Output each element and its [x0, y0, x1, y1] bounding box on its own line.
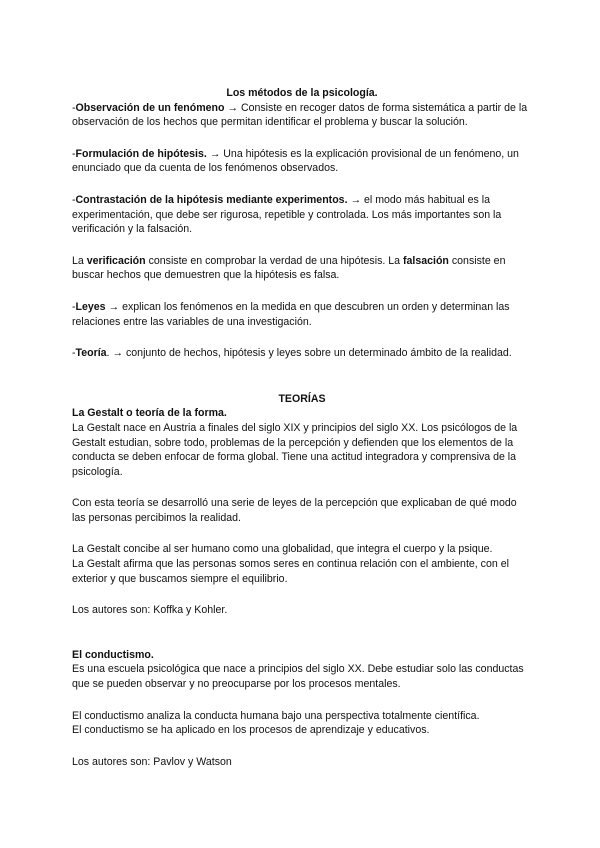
method-text: explican los fenómenos en la medida en que descubren un orden y determinan las relaciones entre las variables de una investigación. [72, 300, 510, 328]
conductismo-paragraph-2b: El conductismo se ha aplicado en los procesos de aprendizaje y educativos. [72, 724, 430, 737]
section-heading: El conductismo. [72, 648, 154, 661]
page-title: Los métodos de la psicología. [226, 87, 378, 99]
arrow: → [206, 147, 224, 160]
section-heading: La Gestalt o teoría de la forma. [72, 407, 227, 420]
method-observacion [72, 101, 532, 130]
dash: - [72, 347, 76, 360]
method-formulacion [72, 147, 532, 176]
document-body [72, 86, 532, 769]
term-teoria: Teoría [75, 347, 107, 360]
conductismo-paragraph-2a: El conductismo analiza la conducta humana bajo una perspectiva totalmente científica. [72, 709, 480, 722]
gestalt-heading [72, 406, 532, 421]
arrow: → [347, 193, 364, 206]
dash: - [72, 300, 76, 313]
method-text: el modo más habitual es la experimentación, que debe ser rigurosa, repetible y controlada. Los más importantes son la verificación y la falsación. [72, 193, 502, 236]
conductismo-autores: Los autores son: Pavlov y Watson [72, 755, 232, 768]
conductismo-paragraph-1: Es una escuela psicológica que nace a principios del siglo XX. Debe estudiar solo las conductas que se pueden observar y no preocuparse por los procesos mentales. [72, 663, 524, 691]
dash: - [72, 147, 76, 160]
method-teoria [72, 346, 532, 361]
text: consiste en buscar hechos que demuestren que la hipótesis es falsa. [72, 254, 506, 282]
term-formulacion: Formulación de hipótesis. [75, 147, 207, 160]
term-falsacion: falsación [402, 254, 449, 267]
method-text: Consiste en recoger datos de forma sistemática a partir de la observación de los hechos que permitan identificar el problema y buscar la solución. [72, 101, 528, 129]
conductismo-heading [72, 648, 532, 663]
gestalt-autores: Los autores son: Koffka y Kohler. [72, 604, 228, 617]
dash: - [72, 101, 76, 114]
method-text: conjunto de hechos, hipótesis y leyes sobre un determinado ámbito de la realidad. [125, 347, 512, 360]
gestalt-paragraph-3a: La Gestalt concibe al ser humano como una globalidad, que integra el cuerpo y la psique. [72, 543, 493, 556]
arrow: . → [106, 347, 126, 360]
teorias-heading: TEORÍAS [278, 392, 326, 405]
arrow: → [224, 101, 241, 114]
gestalt-paragraph-1: La Gestalt nace en Austria a finales del siglo XIX y principios del siglo XX. Los psicólogos de la Gestalt estudian, sobre todo, problemas de la percepción y defienden que los elementos de la conducta se deben enfocar de forma global. Tiene una actitud integradora y comprensiva de la psicología. [72, 421, 518, 478]
method-contrastacion [72, 193, 532, 237]
text: consiste en comprobar la verdad de una hipótesis. La [145, 254, 403, 267]
arrow: → [105, 300, 123, 313]
verificacion-paragraph [72, 254, 532, 283]
term-contrastacion: Contrastación de la hipótesis mediante experimentos. [75, 193, 348, 206]
gestalt-paragraph-3b: La Gestalt afirma que las personas somos seres en continua relación con el ambiente, con el exterior y que buscamos siempre el equilibrio. [72, 558, 509, 585]
term-observacion: Observación de un fenómeno [75, 101, 225, 114]
text: La [72, 254, 87, 267]
term-verificacion: verificación [86, 254, 146, 267]
method-leyes [72, 300, 532, 329]
dash: - [72, 193, 76, 206]
term-leyes: Leyes [75, 300, 106, 313]
gestalt-paragraph-2: Con esta teoría se desarrolló una serie de leyes de la percepción que explicaban de qué modo las personas percibimos la realidad. [72, 497, 517, 524]
method-text: Una hipótesis es la explicación provisional de un fenómeno, un enunciado que da cuenta de los fenómenos observados. [72, 147, 519, 175]
